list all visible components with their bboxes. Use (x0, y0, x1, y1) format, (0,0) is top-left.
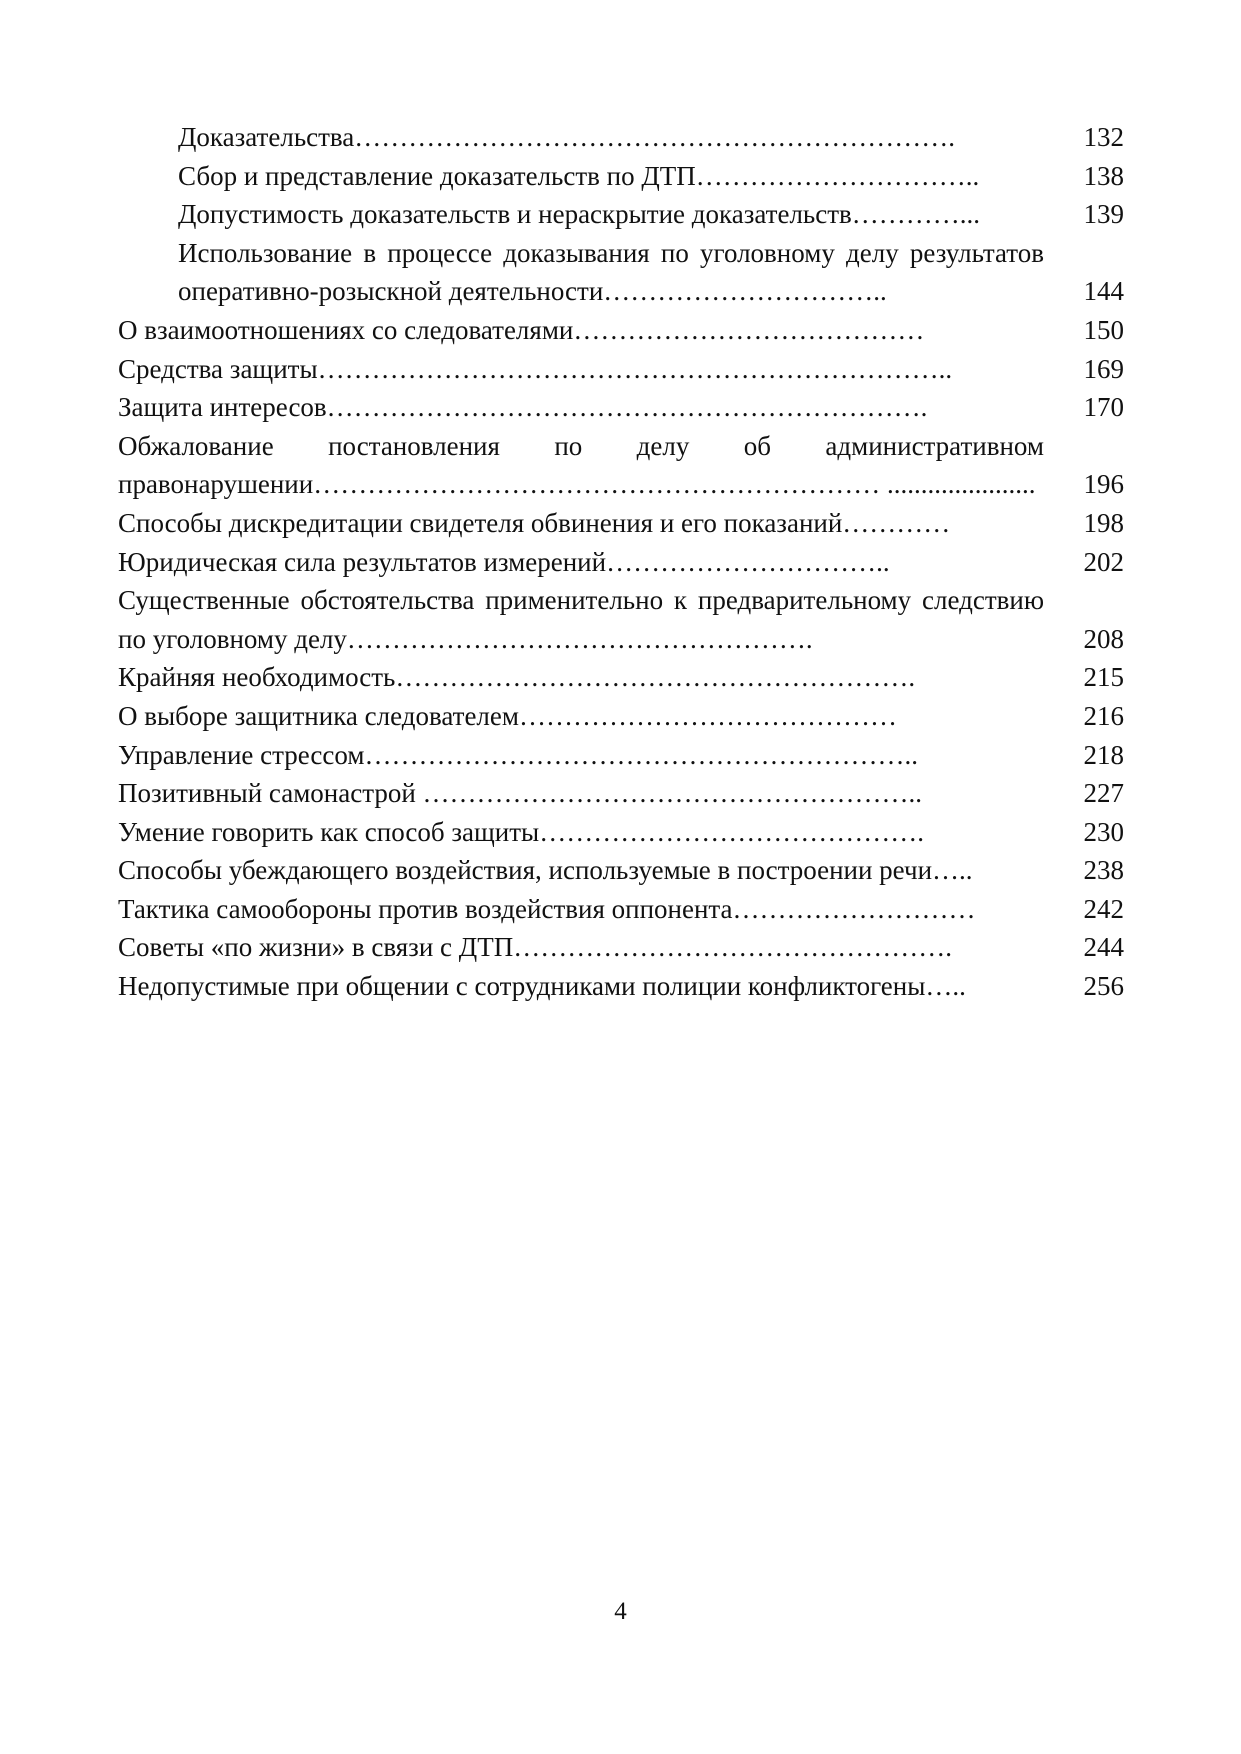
toc-entry (118, 890, 1124, 929)
toc-entry-title: О взаимоотношениях со следователями………………………………… (118, 314, 925, 345)
toc-entry-title: Способы дискредитации свидетеля обвинения и его показаний………… (118, 507, 951, 538)
toc-entry (118, 967, 1124, 1006)
toc-entry-title: Обжалование постановления по делу об административном правонарушении……………………………………………………… ...................... (118, 430, 1044, 500)
toc-entry-page: 138 (1083, 160, 1124, 191)
toc-entry (118, 851, 1124, 890)
toc-entry (118, 697, 1124, 736)
toc-entry (118, 388, 1124, 427)
table-of-contents (118, 118, 1124, 1006)
toc-entry (118, 928, 1124, 967)
toc-entry (118, 195, 1124, 234)
toc-entry (118, 118, 1124, 157)
toc-entry-title: Защита интересов…………………………………………………………. (118, 392, 928, 423)
toc-entry-page: 238 (1083, 855, 1124, 886)
toc-entry-title: Сбор и представление доказательств по ДТП………………………….. (178, 160, 980, 191)
toc-entry (118, 350, 1124, 389)
toc-entry-page: 208 (1083, 623, 1124, 654)
toc-entry-title: Существенные обстоятельства применительно к предварительному следствию по уголовному делу……………………………………………. (118, 585, 1044, 654)
toc-entry (118, 543, 1124, 582)
toc-entry-page: 198 (1083, 507, 1124, 538)
toc-entry-title: О выборе защитника следователем…………………………………… (118, 700, 897, 731)
toc-entry-page: 230 (1083, 816, 1124, 847)
toc-entry-title: Допустимость доказательств и нераскрытие доказательств…………... (178, 199, 981, 230)
toc-entry (118, 311, 1124, 350)
toc-entry-title: Доказательства…………………………………………………………. (178, 122, 956, 152)
toc-entry (118, 736, 1124, 775)
toc-entry (118, 813, 1124, 852)
toc-entry (118, 581, 1124, 658)
toc-entry-title: Способы убеждающего воздействия, используемые в построении речи….. (118, 855, 973, 886)
toc-entry-title: Использование в процессе доказывания по уголовному делу результатов оперативно-розыскной деятельности………………………….. (178, 237, 1044, 307)
toc-entry-title: Средства защиты…………………………………………………………….. (118, 353, 953, 384)
page-number: 4 (614, 1598, 627, 1625)
toc-entry-page: 227 (1083, 778, 1124, 809)
toc-entry (118, 234, 1124, 311)
toc-entry-page: 242 (1083, 893, 1124, 924)
toc-entry-title: Управление стрессом…………………………………………………….. (118, 739, 918, 770)
toc-entry (118, 157, 1124, 196)
toc-entry-title: Тактика самообороны против воздействия оппонента……………………… (118, 893, 976, 924)
toc-entry (118, 774, 1124, 813)
toc-entry (118, 658, 1124, 697)
toc-entry-page: 218 (1083, 739, 1124, 770)
toc-entry-page: 139 (1083, 199, 1124, 230)
toc-entry-page: 215 (1083, 662, 1124, 693)
toc-entry-page: 244 (1083, 932, 1124, 963)
toc-entry-title: Позитивный самонастрой ……………………………………………….. (118, 778, 923, 809)
toc-entry-title: Крайняя необходимость…………………………………………………. (118, 662, 916, 693)
toc-entry-page: 169 (1083, 353, 1124, 384)
toc-entry-page: 144 (1083, 276, 1124, 307)
toc-entry-page: 202 (1083, 546, 1124, 577)
toc-entry-title: Советы «по жизни» в связи с ДТП…………………………………………. (118, 932, 952, 963)
toc-entry (118, 504, 1124, 543)
toc-entry-page: 216 (1083, 700, 1124, 731)
toc-entry (118, 427, 1124, 504)
toc-entry-title: Недопустимые при общении с сотрудниками полиции конфликтогены….. (118, 971, 966, 1002)
toc-entry-page: 132 (1083, 122, 1124, 152)
toc-entry-title: Умение говорить как способ защиты……………………………………. (118, 816, 924, 847)
toc-entry-page: 150 (1083, 314, 1124, 345)
toc-entry-page: 256 (1083, 971, 1124, 1002)
toc-entry-page: 196 (1083, 469, 1124, 500)
toc-entry-page: 170 (1083, 392, 1124, 423)
toc-entry-title: Юридическая сила результатов измерений………………………….. (118, 546, 890, 577)
